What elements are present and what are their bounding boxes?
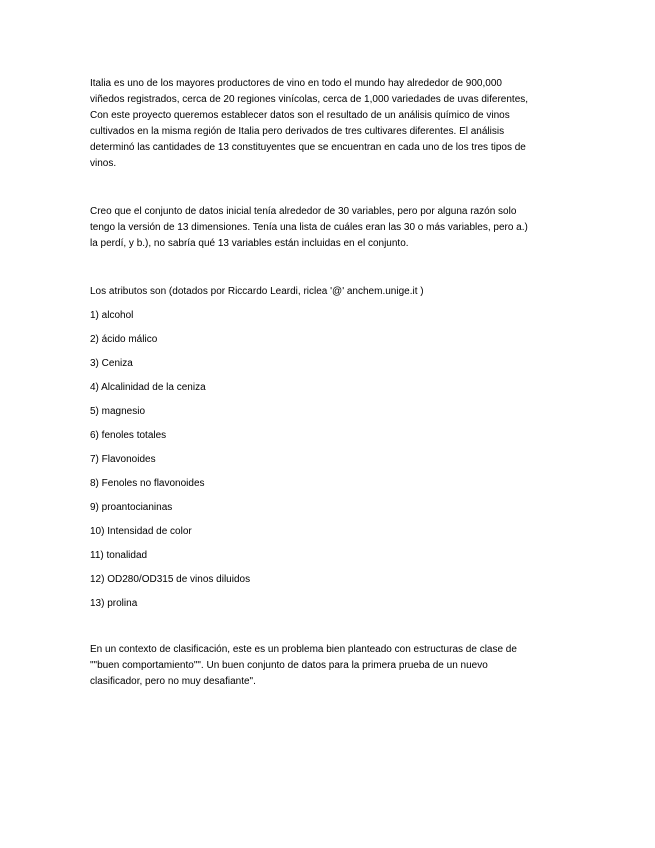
closing-paragraph: En un contexto de clasificación, este es un problema bien planteado con estructuras de clase de ""buen comportamiento"". Un buen conjunto de datos para la primera prueba de un nuevo clasificador, pero no muy desafiante".: [90, 644, 517, 687]
list-item: 3) Ceniza: [90, 358, 133, 369]
list-item: 7) Flavonoides: [90, 454, 156, 465]
list-item: 9) proantocianinas: [90, 502, 173, 513]
list-item: 11) tonalidad: [90, 550, 148, 561]
list-item: 4) Alcalinidad de la ceniza: [90, 382, 206, 393]
intro-paragraph: Italia es uno de los mayores productores de vino en todo el mundo hay alrededor de 900,000 viñedos registrados, cerca de 20 regiones vinícolas, cerca de 1,000 variedades de uvas diferentes, Con este proyecto queremos establecer datos son el resultado de un análisis químico de vinos cultivados en la misma región de Italia pero derivados de tres cultivares diferentes. El análisis determinó las cantidades de 13 constituyentes que se encuentran en cada uno de los tres tipos de vinos.: [90, 78, 529, 169]
document-page: [90, 76, 570, 690]
attributes-list: [90, 308, 570, 612]
list-item: 12) OD280/OD315 de vinos diluidos: [90, 574, 251, 585]
list-item: 8) Fenoles no flavonoides: [90, 478, 205, 489]
dataset-note-paragraph: Creo que el conjunto de datos inicial tenía alrededor de 30 variables, pero por alguna razón solo tengo la versión de 13 dimensiones. Tenía una lista de cuáles eran las 30 o más variables, pero a.) la perdí, y b.), no sabría qué 13 variables están incluidas en el conjunto.: [90, 206, 528, 249]
list-item: 2) ácido málico: [90, 334, 158, 345]
list-item: 5) magnesio: [90, 406, 146, 417]
list-item: 10) Intensidad de color: [90, 526, 192, 537]
list-item: 1) alcohol: [90, 310, 134, 321]
list-item: 6) fenoles totales: [90, 430, 167, 441]
list-item: 13) prolina: [90, 598, 138, 609]
attributes-intro: Los atributos son (dotados por Riccardo Leardi, riclea '@' anchem.unige.it ): [90, 286, 424, 297]
